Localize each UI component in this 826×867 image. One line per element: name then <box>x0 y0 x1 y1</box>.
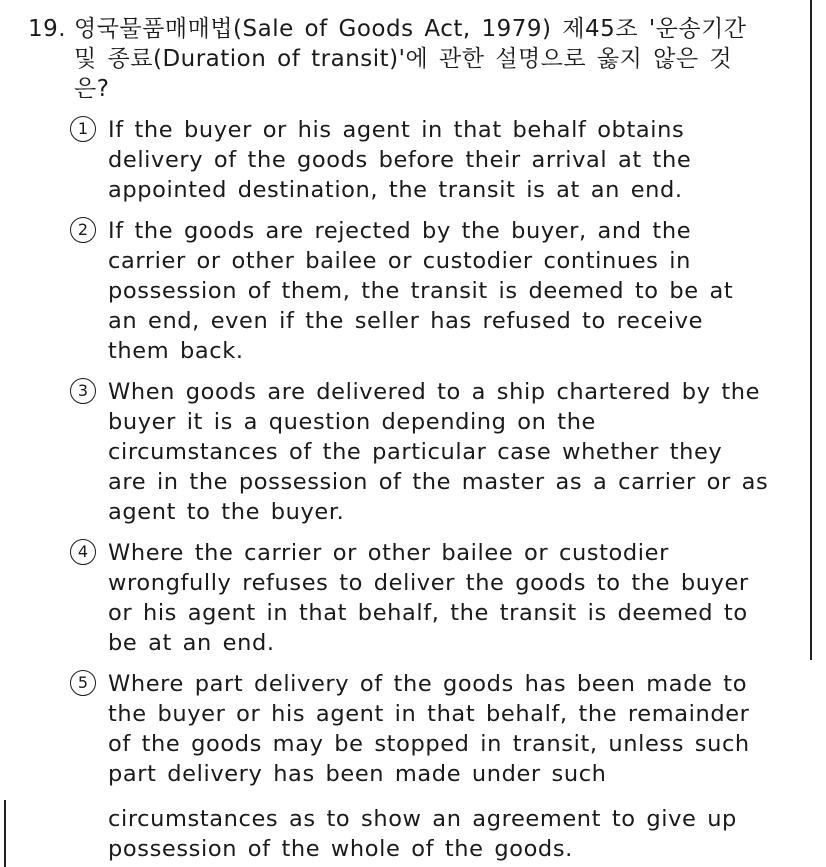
answer-options <box>70 115 770 800</box>
option-text: When goods are delivered to a ship chartered by the buyer it is a question depending on the circumstances of the particular case whether they are in the possession of the master as a carrier or as agent to the buyer. <box>108 379 769 525</box>
circled-number-icon: 1 <box>70 116 96 142</box>
option-2[interactable] <box>70 216 770 366</box>
option-text: If the buyer or his agent in that behalf obtains delivery of the goods before their arrival at the appointed destination, the transit is at an end. <box>108 117 692 203</box>
column-divider-left <box>4 800 6 867</box>
option-4[interactable] <box>70 538 770 658</box>
circled-number-icon: 5 <box>70 670 96 696</box>
option-5[interactable] <box>70 669 770 789</box>
question-stem: 영국물품매매법(Sale of Goods Act, 1979) 제45조 '운송기간 및 종료(Duration of transit)'에 관한 설명으로 옳지 않은 것은? <box>74 16 747 102</box>
option-text: Where part delivery of the goods has been made to the buyer or his agent in that behalf, the remainder of the goods may be stopped in transit, unless such part delivery has been made under such <box>108 671 750 787</box>
question-19 <box>28 14 764 104</box>
question-number: 19. <box>28 16 67 42</box>
option-text: If the goods are rejected by the buyer, and the carrier or other bailee or custodier continues in possession of them, the transit is deemed to be at an end, even if the seller has refused to receive them back. <box>108 218 734 364</box>
circled-number-icon: 3 <box>70 378 96 404</box>
column-divider-right <box>810 0 812 660</box>
option-5-continuation: circumstances as to show an agreement to give up possession of the whole of the goods. <box>108 806 737 862</box>
option-1[interactable] <box>70 115 770 205</box>
option-3[interactable] <box>70 377 770 527</box>
circled-number-icon: 4 <box>70 539 96 565</box>
circled-number-icon: 2 <box>70 217 96 243</box>
option-text: Where the carrier or other bailee or custodier wrongfully refuses to deliver the goods to the buyer or his agent in that behalf, the transit is deemed to be at an end. <box>108 540 749 656</box>
